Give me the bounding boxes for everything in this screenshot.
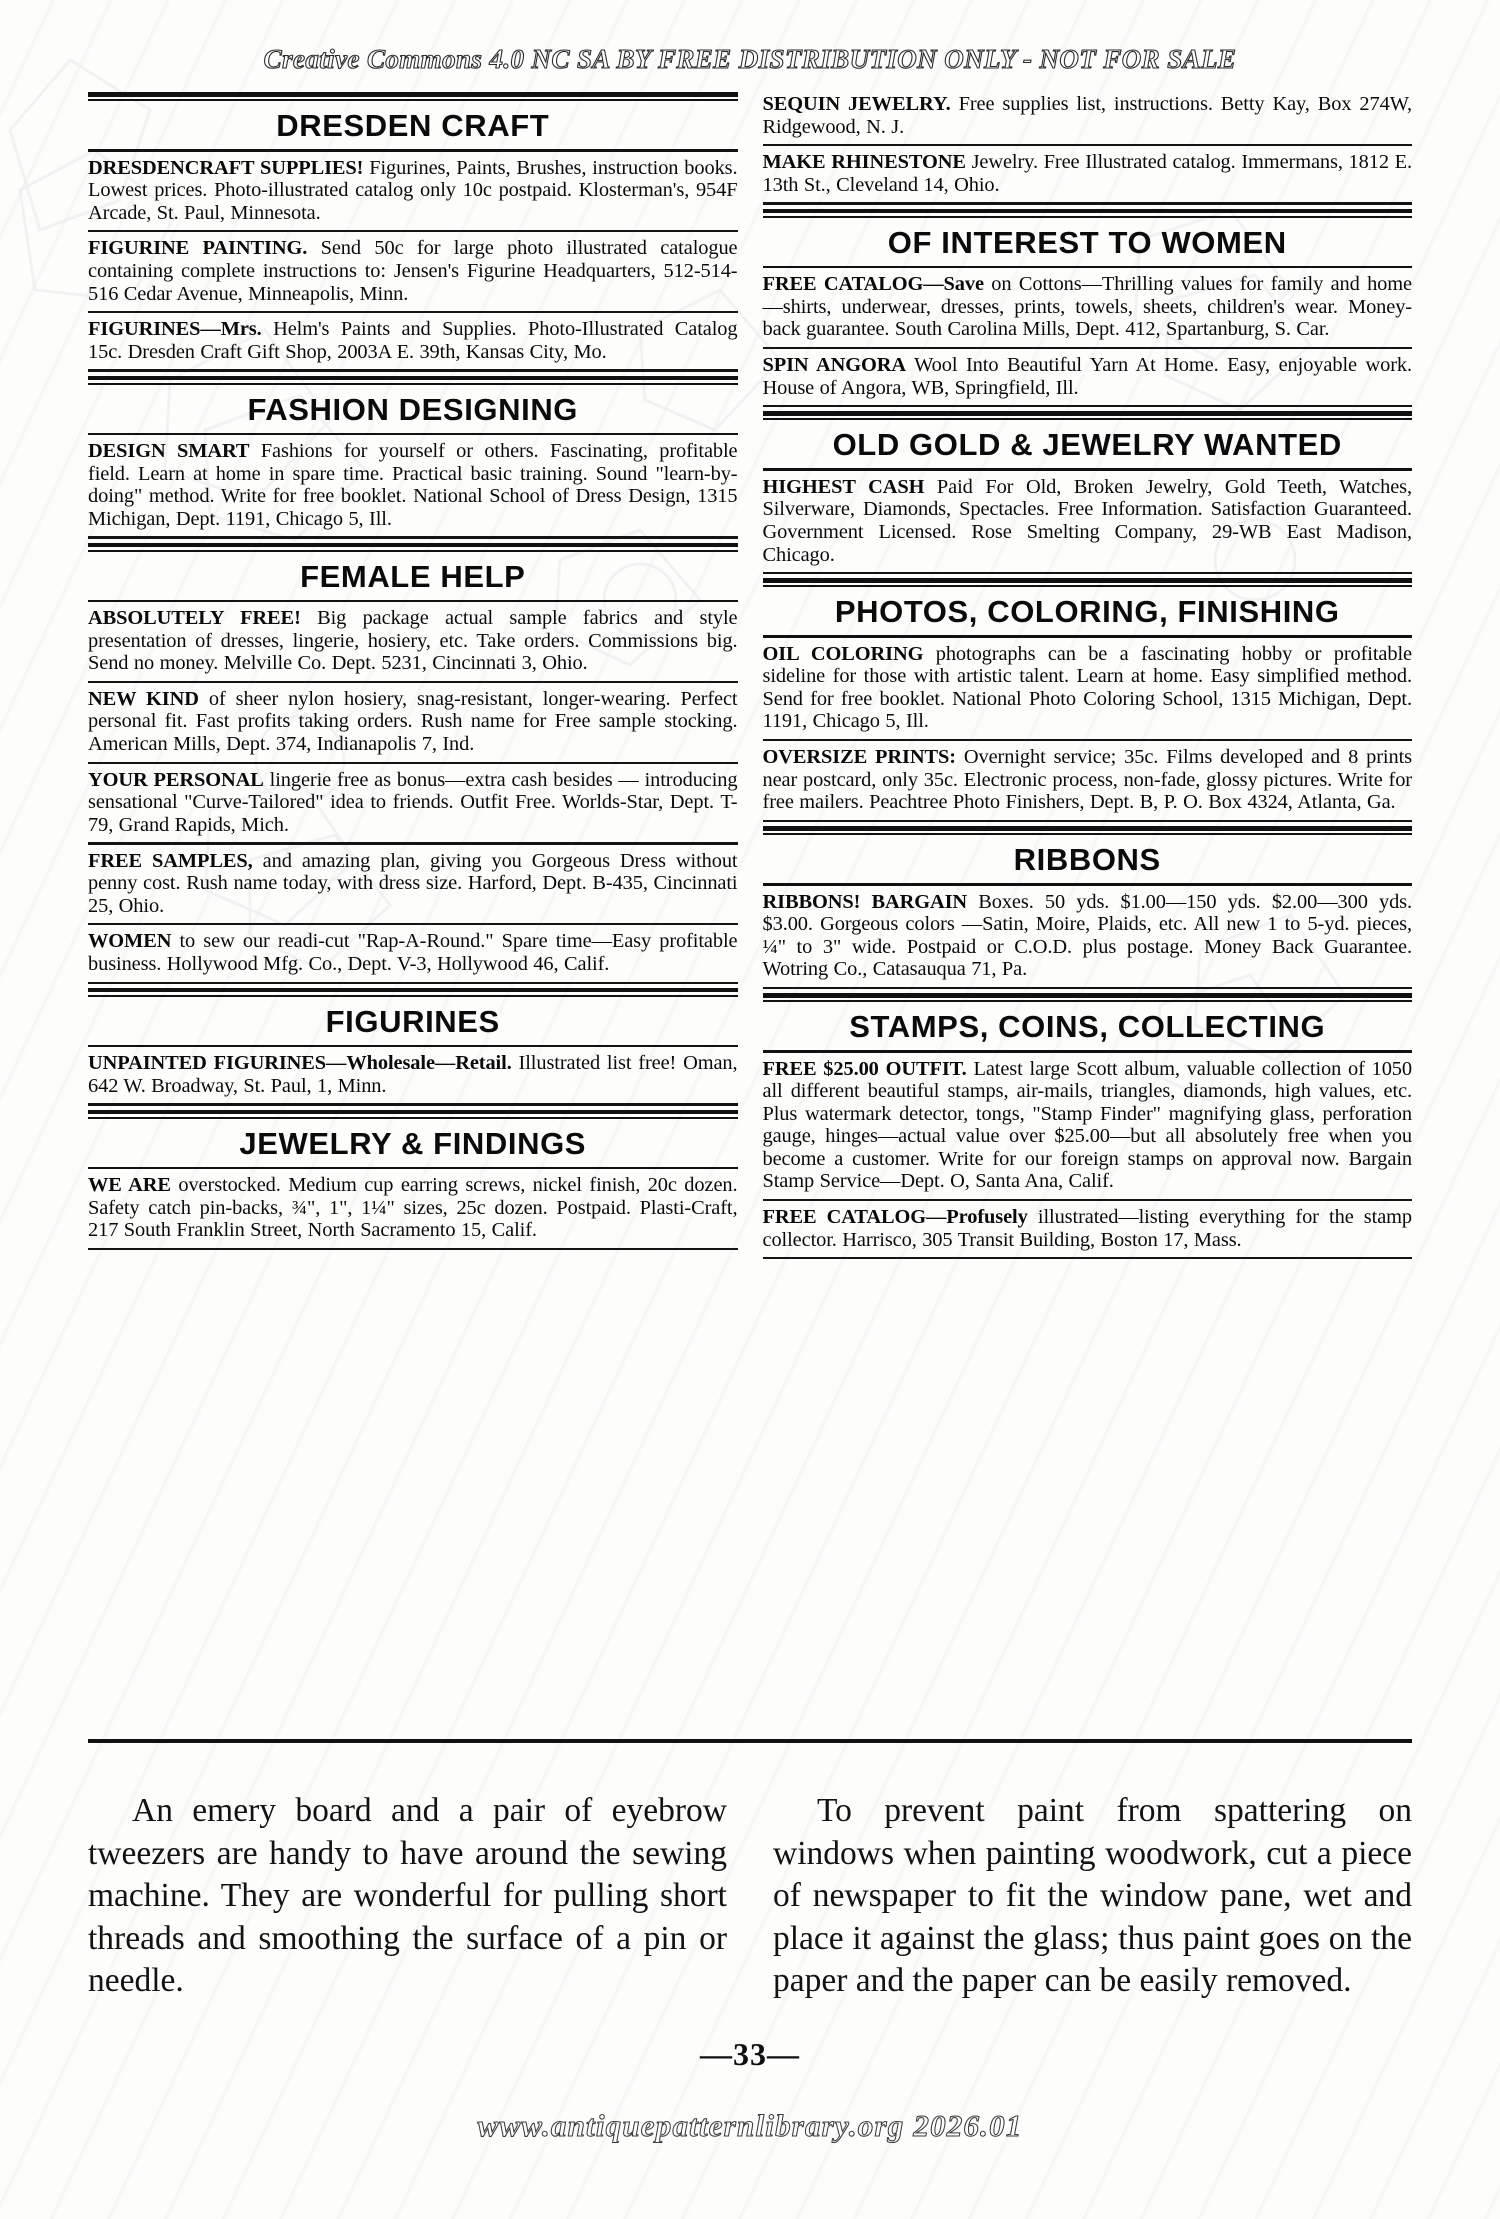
- footer-watermark: www.antiquepatternlibrary.org 2026.01: [477, 2108, 1023, 2143]
- ad-lead-in: YOUR PERSONAL: [88, 768, 264, 791]
- heading-rule-thin: [88, 995, 738, 997]
- ad-body-text: Wool Into Beautiful Yarn At Home. Easy, enjoyable work. House of Angora, WB, Springfield, Ill.: [762, 353, 1413, 399]
- ad-lead-in: FREE SAMPLES,: [88, 849, 253, 872]
- section-heading-block: [88, 988, 738, 1048]
- heading-rule-thin: [763, 585, 1413, 587]
- heading-rule-thick: [763, 209, 1413, 214]
- classified-ad: [763, 741, 1413, 820]
- filler-note-left: An emery board and a pair of eyebrow tweezers are handy to have around the sewing machine. They are wonderful for pulling short threads and smoothing the surface of a pin or needle.: [88, 1792, 727, 2000]
- classified-ad: [88, 845, 738, 924]
- section-heading-block: [763, 578, 1413, 638]
- classified-ad: [763, 1053, 1413, 1199]
- heading-rule-thin: [88, 383, 738, 385]
- ad-lead-in: OVERSIZE PRINTS:: [762, 746, 956, 769]
- heading-rule-thin: [763, 418, 1413, 420]
- heading-rule-thin: [763, 833, 1413, 835]
- ad-body-text: Boxes. 50 yds. $1.00—150 yds. $2.00—300 yds. $3.00. Gorgeous colors —Satin, Moire, Plaids, etc. All new 1 to 5-yd. pieces, ¼" to 3" wide. Postpaid or C.O.D. plus postage. Money Back Guarantee. Wotring Co., Catasauqua 71, Pa.: [762, 890, 1412, 981]
- heading-rule-thin: [88, 1117, 738, 1119]
- ad-lead-in: FREE CATALOG—Save: [762, 273, 984, 296]
- heading-rule-thick: [763, 826, 1413, 831]
- ad-lead-in: RIBBONS! BARGAIN: [762, 890, 968, 913]
- ad-lead-in: FIGURINES—Mrs.: [88, 318, 262, 341]
- classified-ad: [88, 764, 738, 843]
- ad-lead-in: SPIN ANGORA: [762, 353, 906, 376]
- classified-ad: [88, 435, 738, 536]
- ad-body-text: Illustrated list free! Oman, 642 W. Broadway, St. Paul, 1, Minn.: [88, 1052, 738, 1097]
- ad-lead-in: DESIGN SMART: [88, 440, 250, 463]
- ad-lead-in: ABSOLUTELY FREE!: [88, 607, 301, 630]
- ad-body-text: and amazing plan, giving you Gorgeous Dress without penny cost. Rush name today, with dress size. Harford, Dept. B-435, Cincinnati 25, Ohio.: [88, 849, 738, 917]
- ad-lead-in: SEQUIN JEWELRY.: [762, 93, 951, 115]
- ad-body-text: Overnight service; 35c. Films developed and 8 prints near postcard, only 35c. Electronic process, non-fade, glossy pictures. Write for free mailers. Peachtree Photo Finishers, Dept. B, P. O. Box 4324, Atlanta, Ga.: [762, 746, 1412, 814]
- ad-lead-in: OIL COLORING: [762, 642, 924, 665]
- ad-lead-in: HIGHEST CASH: [762, 475, 925, 498]
- ad-lead-in: FIGURINE PAINTING.: [88, 237, 308, 260]
- ad-separator-rule: [88, 369, 738, 371]
- ad-body-text: of sheer nylon hosiery, snag-resistant, longer-wearing. Perfect personal fit. Fast profits taking orders. Rush name for Free sample stocking. American Mills, Dept. 374, Indianapolis 7, Ind.: [88, 687, 738, 756]
- ad-lead-in: NEW KIND: [88, 687, 199, 710]
- section-heading-block: [88, 376, 738, 436]
- classified-ad: [88, 602, 738, 681]
- section-title: RIBBONS: [1013, 842, 1161, 878]
- page-number: —33—: [700, 2036, 800, 2072]
- ad-lead-in: WE ARE: [88, 1174, 171, 1197]
- ad-lead-in: WOMEN: [88, 930, 172, 953]
- heading-rule-thick: [88, 376, 738, 381]
- ad-lead-in: UNPAINTED FIGURINES—Wholesale—Retail.: [88, 1052, 512, 1075]
- ad-lead-in: FREE $25.00 OUTFIT.: [762, 1057, 967, 1080]
- heading-rule-thin: [763, 216, 1413, 218]
- section-title: DRESDEN CRAFT: [276, 108, 550, 143]
- section-title: FASHION DESIGNING: [247, 391, 579, 427]
- right-column: [763, 88, 1413, 1259]
- ad-separator-rule: [763, 987, 1413, 989]
- heading-rule-thin: [88, 99, 738, 101]
- heading-rule-thick: [88, 543, 738, 548]
- classified-ad: [763, 146, 1413, 202]
- ad-body-text: to sew our readi-cut "Rap-A-Round." Spare time—Easy profitable business. Hollywood Mfg. Co., Dept. V-3, Hollywood 46, Calif.: [88, 930, 738, 975]
- section-heading-block: [763, 993, 1413, 1053]
- creative-commons-header: Creative Commons 4.0 NC SA BY FREE DISTRIBUTION ONLY - NOT FOR SALE: [263, 44, 1237, 74]
- ad-body-text: Jewelry. Free Illustrated catalog. Immermans, 1812 E. 13th St., Cleveland 14, Ohio.: [762, 151, 1412, 196]
- ad-separator-rule: [763, 820, 1413, 822]
- ad-body-text: overstocked. Medium cup earring screws, nickel finish, 20c dozen. Safety catch pin-backs, ¾", 1", 1¼" sizes, 25c dozen. Postpaid. Plasti-Craft, 217 South Franklin Street, North Sacramento 15, Calif.: [88, 1174, 738, 1242]
- filler-note-right: To prevent paint from spattering on windows when painting woodwork, cut a piece of newspaper to fit the window pane, wet and place it against the glass; thus paint goes on the paper and the paper can be easily removed.: [773, 1792, 1412, 2000]
- ad-body-text: Free supplies list, instructions. Betty Kay, Box 274W, Ridgewood, N. J.: [762, 93, 1412, 138]
- ad-body-text: Helm's Paints and Supplies. Photo-Illustrated Catalog 15c. Dresden Craft Gift Shop, 2003A E. 39th, Kansas City, Mo.: [88, 318, 738, 363]
- classified-ad: [88, 1047, 738, 1103]
- bottom-divider-rule: [88, 1739, 1412, 1743]
- classified-ad: [88, 925, 738, 981]
- classified-ad: [763, 349, 1413, 405]
- ad-separator-rule: [763, 405, 1413, 407]
- heading-rule-thin: [88, 550, 738, 552]
- ad-lead-in: MAKE RHINESTONE: [762, 151, 966, 174]
- ad-separator-rule: [763, 572, 1413, 574]
- ad-lead-in: FREE CATALOG—Profusely: [762, 1206, 1028, 1229]
- ad-separator-rule: [763, 1257, 1413, 1259]
- ad-body-text: photographs can be a fascinating hobby or profitable sideline for those with artistic talent. Learn at home. Easy simplified method. Send for free booklet. National Photo Coloring School, 1315 Michigan, Dept. 1191, Chicago 5, Ill.: [762, 642, 1412, 733]
- ad-separator-rule: [88, 982, 738, 984]
- classified-ad: [763, 1201, 1413, 1257]
- heading-rule-thick: [88, 92, 738, 97]
- section-title: STAMPS, COINS, COLLECTING: [849, 1009, 1326, 1044]
- section-heading-block: [763, 826, 1413, 886]
- ad-body-text: on Cottons—Thrilling values for family and home—shirts, underwear, dresses, prints, towels, sheets, children's wear. Money-back guarantee. South Carolina Mills, Dept. 412, Spartanburg, S. Car.: [762, 273, 1412, 341]
- ad-body-text: Paid For Old, Broken Jewelry, Gold Teeth, Watches, Silverware, Diamonds, Spectacles. Free Information. Satisfaction Guaranteed. Government Licensed. Rose Smelting Company, 29-WB East Madison, Chicago.: [762, 475, 1412, 566]
- heading-rule-thick: [763, 411, 1413, 416]
- ad-separator-rule: [88, 1103, 738, 1105]
- ad-body-text: illustrated—listing everything for the stamp collector. Harrisco, 305 Transit Building, Boston 17, Mass.: [762, 1206, 1412, 1251]
- ad-body-text: Latest large Scott album, valuable collection of 1050 all different beautiful stamps, air-mails, triangles, diamonds, high values, etc. Plus watermark detector, tongs, "Stamp Finder" magnifying glass, perforation gauge, hinges—actual value over $25.00—but all absolutely free when you become a customer. Write for our foreign stamps on approval now. Bargain Stamp Service—Dept. O, Santa Ana, Calif.: [762, 1057, 1412, 1193]
- classified-ad: [88, 683, 738, 762]
- filler-notes: [88, 1790, 1412, 2003]
- section-title: PHOTOS, COLORING, FINISHING: [834, 594, 1340, 630]
- heading-rule-thick: [763, 578, 1413, 583]
- heading-rule-thick: [88, 1110, 738, 1115]
- ad-separator-rule: [88, 536, 738, 538]
- classified-ad: [88, 232, 738, 311]
- section-heading-block: [88, 543, 738, 603]
- ad-separator-rule: [763, 202, 1413, 204]
- section-heading-block: [763, 209, 1413, 269]
- ad-body-text: Send 50c for large photo illustrated catalogue containing complete instructions to: Jensen's Figurine Headquarters, 512-514-516 Cedar Avenue, Minneapolis, Minn.: [88, 237, 738, 305]
- classified-ad: [763, 268, 1413, 347]
- classified-columns: [88, 88, 1412, 1259]
- classified-ad: [88, 313, 738, 369]
- classified-ad: [763, 638, 1413, 739]
- ad-body-text: lingerie free as bonus—extra cash besides — introducing sensational "Curve-Tailored" idea to friends. Outfit Free. Worlds-Star, Dept. T-79, Grand Rapids, Mich.: [88, 768, 738, 836]
- classified-ad: [88, 1169, 738, 1248]
- section-title: FIGURINES: [325, 1003, 500, 1039]
- ad-body-text: Figurines, Paints, Brushes, instruction books. Lowest prices. Photo-illustrated catalog only 10c postpaid. Klosterman's, 954F Arcade, St. Paul, Minnesota.: [88, 156, 738, 224]
- classified-ad: [763, 471, 1413, 572]
- section-title: FEMALE HELP: [300, 558, 526, 594]
- section-heading-block: [88, 92, 738, 152]
- classified-ad: [763, 886, 1413, 987]
- left-column: [88, 88, 738, 1259]
- section-title: OLD GOLD & JEWELRY WANTED: [832, 427, 1342, 463]
- ad-body-text: Big package actual sample fabrics and style presentation of dresses, lingerie, hosiery, etc. Take orders. Commissions big. Send no money. Melville Co. Dept. 5231, Cincinnati 3, Ohio.: [88, 607, 738, 675]
- section-title: OF INTEREST TO WOMEN: [887, 224, 1287, 260]
- section-title: JEWELRY & FINDINGS: [239, 1125, 587, 1161]
- section-heading-block: [763, 411, 1413, 471]
- heading-rule-thin: [763, 1000, 1413, 1002]
- ad-separator-rule: [88, 1248, 738, 1250]
- heading-rule-thick: [763, 993, 1413, 998]
- classified-ad: [88, 152, 738, 231]
- section-heading-block: [88, 1110, 738, 1170]
- ad-body-text: Fashions for yourself or others. Fascinating, profitable field. Learn at home in spare time. Practical basic training. Sound "learn-by-doing" method. Write for free booklet. National School of Dress Design, 1315 Michigan, Dept. 1191, Chicago 5, Ill.: [88, 440, 738, 530]
- classified-ad: [763, 88, 1413, 144]
- ad-lead-in: DRESDENCRAFT SUPPLIES!: [88, 156, 364, 179]
- heading-rule-thick: [88, 988, 738, 993]
